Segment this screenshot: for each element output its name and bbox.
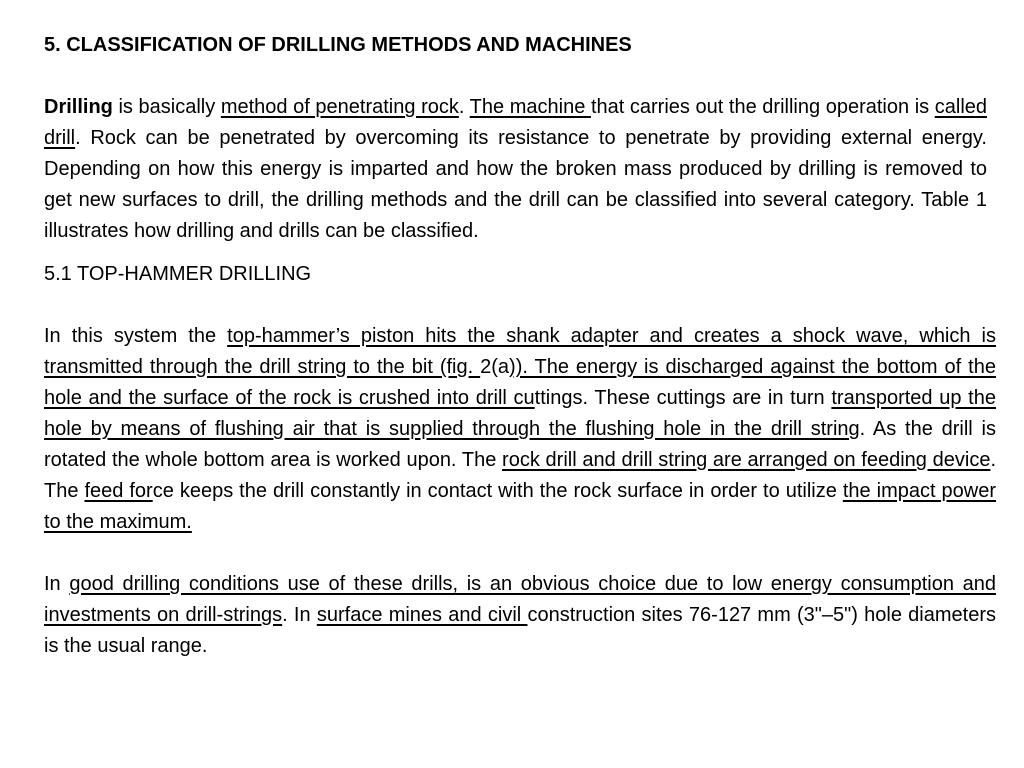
underlined-phrase: surface mines and civil [316,604,528,626]
section-heading: 5. CLASSIFICATION OF DRILLING METHODS AND MACHINES [44,34,632,56]
top-hammer-paragraph [44,321,996,538]
underlined-phrase: good drilling conditions use of these drills, is an obvious choice due to low energy consumption and investments on drill-strings [44,573,996,626]
text-run: . The [44,449,997,502]
text-run: construction sites 76-127 mm (3"–5") hole diameters is the usual range. [44,604,996,657]
underlined-phrase: rock drill and drill string are arranged on feeding device [502,449,991,471]
text-run: is basically [112,96,221,118]
underlined-phrase: method of penetrating rock [220,96,459,118]
text-run: . In [282,604,317,626]
text-run: In [44,573,70,595]
text-run: . Rock can be penetrated by overcoming its resistance to penetrate by providing external energy. Depending on how this energy is imparted and how the broken mass produced by drilling is removed to get new surfaces to drill, the drilling methods and the drill can be classified into several category. Table 1 illustrates how drilling and drills can be classified. [44,127,987,242]
underlined-phrase: transported up the hole by means of flushing air that is supplied through the flushing hole in the drill string [44,387,996,440]
text-run: In this system the [44,325,228,347]
underlined-phrase: feed for [84,480,153,502]
text-run: 2(a [480,356,510,378]
underlined-phrase: called drill [44,96,988,149]
text-run: . As the drill is rotated the whole bottom area is worked upon. The [44,418,996,471]
bold-term: Drilling [44,96,113,118]
underlined-phrase: )). The energy is discharged against the bottom of the hole and the surface of the rock is crushed into drill cu [44,356,996,409]
subsection-heading: 5.1 TOP-HAMMER DRILLING [44,263,312,285]
text-run: ce keeps the drill constantly in contact with the rock surface in order to utilize [152,480,843,502]
text-run: that carries out the drilling operation is [590,96,935,118]
text-run: . [458,96,470,118]
text-run: ttings. These cuttings are in turn [534,387,832,409]
underlined-phrase: the impact power to the maximum. [44,480,996,533]
document-body [44,30,996,662]
conditions-paragraph [44,569,996,662]
intro-paragraph [44,92,987,247]
underlined-phrase: The machine [469,96,591,118]
underlined-phrase: top-hammer’s piston hits the shank adapter and creates a shock wave, which is transmitted through the drill string to the bit (fig. [44,325,996,378]
